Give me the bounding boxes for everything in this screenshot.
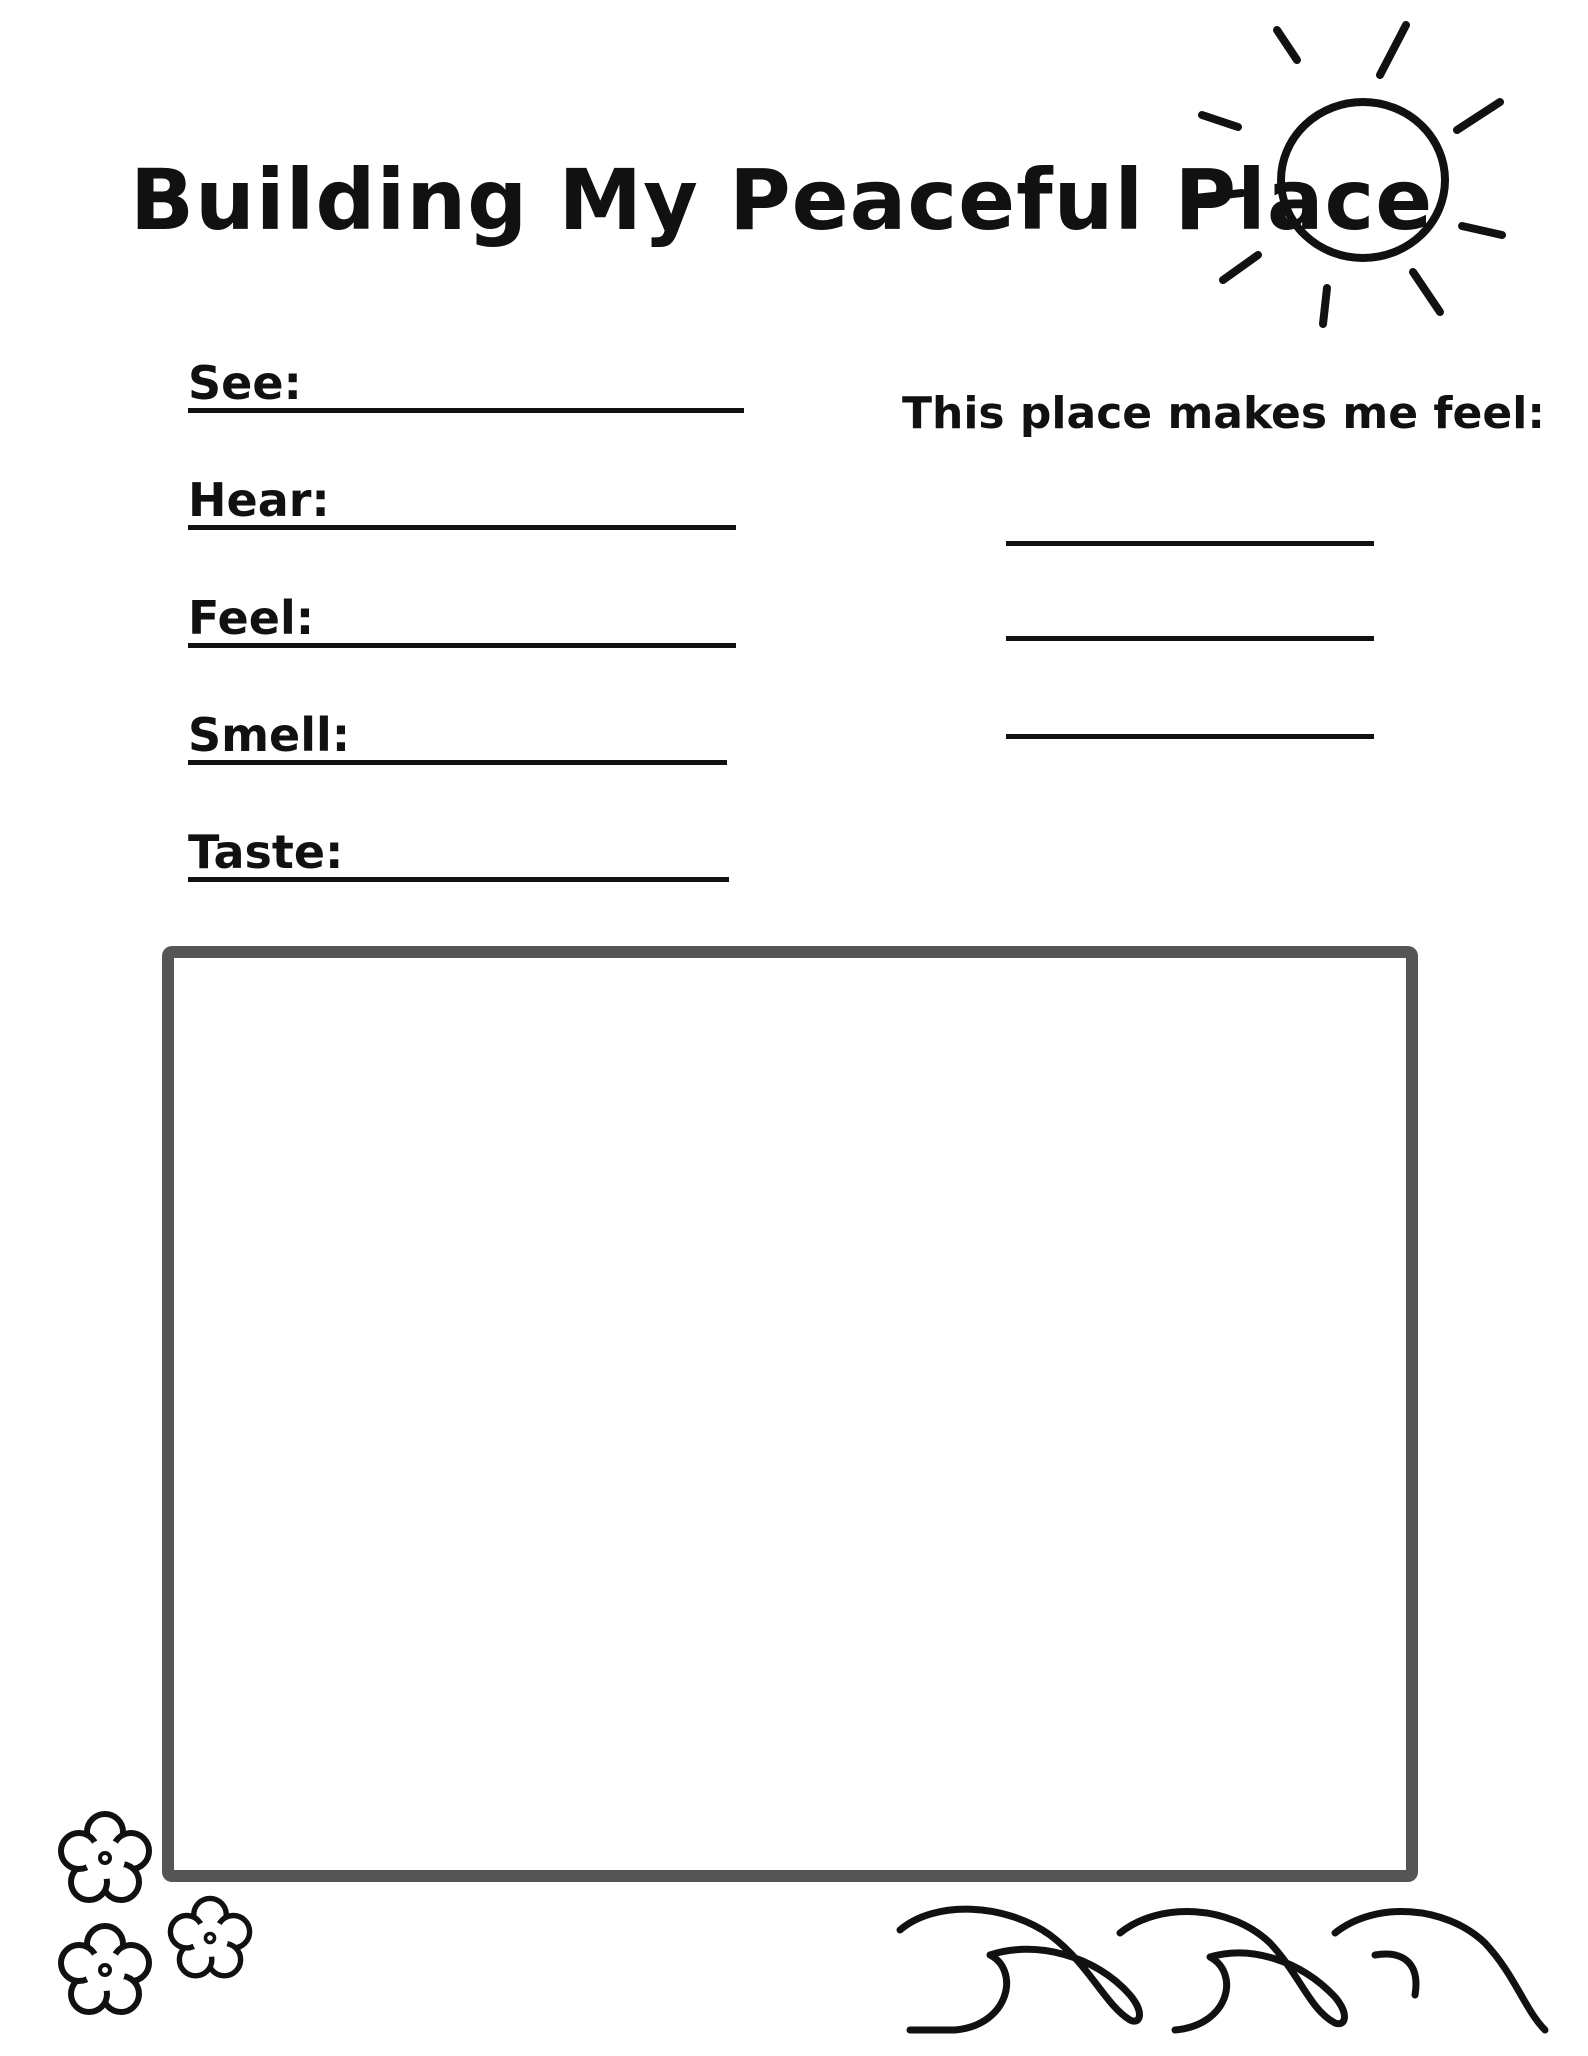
- see-label: See:: [188, 356, 302, 410]
- feeling-line-2[interactable]: [1006, 636, 1374, 641]
- feelings-heading: This place makes me feel:: [902, 388, 1545, 439]
- wave-icon: [895, 1895, 1555, 2045]
- see-row[interactable]: [188, 353, 744, 413]
- sun-icon: [1180, 10, 1520, 340]
- taste-label: Taste:: [188, 825, 344, 879]
- flower-icon: [55, 1808, 155, 1908]
- flower-icon: [55, 1920, 155, 2020]
- feeling-line-1[interactable]: [1006, 541, 1374, 546]
- feeling-line-3[interactable]: [1006, 734, 1374, 739]
- flower-icon: [165, 1893, 255, 1983]
- hear-row[interactable]: [188, 470, 736, 530]
- smell-row[interactable]: [188, 705, 727, 765]
- hear-label: Hear:: [188, 473, 330, 527]
- drawing-area[interactable]: [162, 946, 1418, 1882]
- feel-row[interactable]: [188, 588, 736, 648]
- smell-label: Smell:: [188, 708, 351, 762]
- taste-row[interactable]: [188, 822, 729, 882]
- worksheet-title: Building My Peaceful Place: [130, 151, 1434, 249]
- feel-label: Feel:: [188, 591, 315, 645]
